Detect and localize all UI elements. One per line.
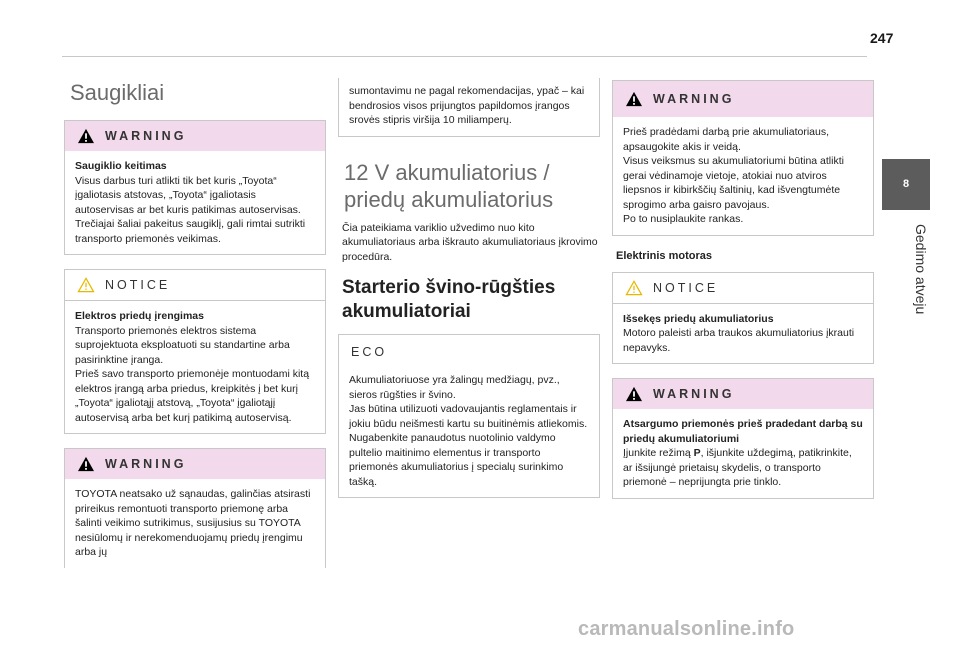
warning-header [613,81,873,117]
column-1 [64,80,326,582]
warning-box-precautions [612,378,874,499]
warning-triangle-icon [625,91,643,107]
section-intro: Čia pateikiama variklio užvedimo nuo kito akumuliatoriaus arba iškrauto akumuliatoriaus įkrovimo procedūra. [342,221,598,263]
warning-box-fuse-replacement [64,120,326,255]
section-title-fuses: Saugikliai [70,80,165,105]
column-2 [338,80,600,512]
watermark-text: carmanualsonline.info [578,618,795,640]
notice-label: NOTICE [653,280,719,295]
notice-triangle-icon [77,277,95,293]
warning-box-continued [338,78,600,137]
notice-heading: Išsekęs priedų akumuliatorius [623,312,774,325]
eco-text: Akumuliatoriuose yra žalingų medžiagų, pvz., sieros rūgšties ir švino. Jas būtina utilizuoti vadovaujantis reglamentais ir jokiu būdu neišmesti kartu su buitinėmis atliekomis. Nugabenkite panaudotus nuotolinio valdymo pultelio maitinimo elementus ir transporto priemonės akumuliatorius į specialų surinkimo tašką. [349,374,588,488]
warning-triangle-icon [625,386,643,402]
notice-triangle-icon [625,280,643,296]
notice-text: Motoro paleisti arba traukos akumuliatorius įkrauti nepavyks. [623,327,855,354]
notice-header [65,270,325,301]
warning-continued-text: sumontavimu ne pagal rekomendacijas, ypač – kai bendrosios visos prijungtos papildomos įrangos srovės stipris viršija 10 miliamperų. [349,85,585,126]
warning-label: WARNING [105,457,187,471]
warning-heading: Atsargumo priemonės prieš pradedant darbą su priedų akumuliatoriumi [623,418,863,445]
section-title-12v-battery: 12 V akumuliatorius / priedų akumuliatorius [344,159,554,212]
eco-header [339,335,599,369]
header-divider [62,56,867,57]
warning-text: Prieš pradėdami darbą prie akumuliatoriaus, apsaugokite akis ir veidą. Visus veiksmus su akumuliatoriumi būtina atlikti gerai vėdinamoje vietoje, atokiai nuo atviros liepsnos ir kibirkščių šaltinių, kad išvengtumėte sprogimo arba gaisro pavojaus. Po to nusiplaukite rankas. [623,126,844,225]
column-3 [612,80,874,513]
eco-label: ECO [351,345,388,359]
warning-triangle-icon [77,128,95,144]
mode-p-label: P [693,447,701,459]
notice-header [613,273,873,304]
notice-text: Transporto priemonės elektros sistema suprojektuota eksploatuoti su standartine arba pasirinktine įranga. Prieš savo transporto priemonėje montuodami kitą elektros įrangą arba priedus, kreipkitės į bet kurį „Toyota“ įgaliotąjį atstovą, „Toyota“ įgaliotąjį autoservisą arba bet kurį patikimą autoservisą. [75,324,310,424]
warning-label: WARNING [653,387,735,401]
notice-heading: Elektros priedų įrengimas [75,310,204,322]
warning-label: WARNING [105,129,187,143]
warning-text-post: , išjunkite uždegimą, patikrinkite, ar išsijungė prietaisų skydelis, o transporto priemonė – neprijungta prie tinklo. [623,447,852,488]
warning-header [65,121,325,151]
chapter-tab[interactable]: 8 [882,159,930,210]
warning-box-battery-safety [612,80,874,236]
notice-label: NOTICE [105,278,171,292]
subsection-title-lead-acid: Starterio švino-rūgšties akumuliatoriai [342,277,556,322]
warning-triangle-icon [77,456,95,472]
warning-header [65,449,325,479]
warning-text: TOYOTA neatsako už sąnaudas, galinčias atsirasti prireikus remontuoti transporto priemonę arba šalinti veikimo sutrikimus, susijusius su TOYOTA nesiūlomų ir nerekomenduojamų priedų įrengimu arba jų [75,488,311,558]
notice-box-electrical-accessories [64,269,326,434]
warning-heading: Saugiklio keitimas [75,160,167,172]
warning-text: Visus darbus turi atlikti tik bet kuris „Toyota“ įgaliotasis atstovas, „Toyota“ įgaliotasis autoservisas ar bet kuris patikimas autoservisas. Trečiajai šaliai pakeitus saugiklį, gali rimtai sutrikti transporto priemonės veikimas. [75,174,306,245]
chapter-title: Gedimo atveju [913,223,929,315]
warning-text-pre: Įjunkite režimą [623,447,694,459]
eco-box-disposal [338,334,600,498]
heading-electric-motor: Elektrinis motoras [616,249,712,262]
warning-label: WARNING [653,92,735,106]
warning-header [613,379,873,409]
notice-box-depleted-battery [612,272,874,365]
warning-box-toyota-liability [64,448,326,568]
page-number: 247 [870,30,894,46]
warning-text [623,446,863,490]
